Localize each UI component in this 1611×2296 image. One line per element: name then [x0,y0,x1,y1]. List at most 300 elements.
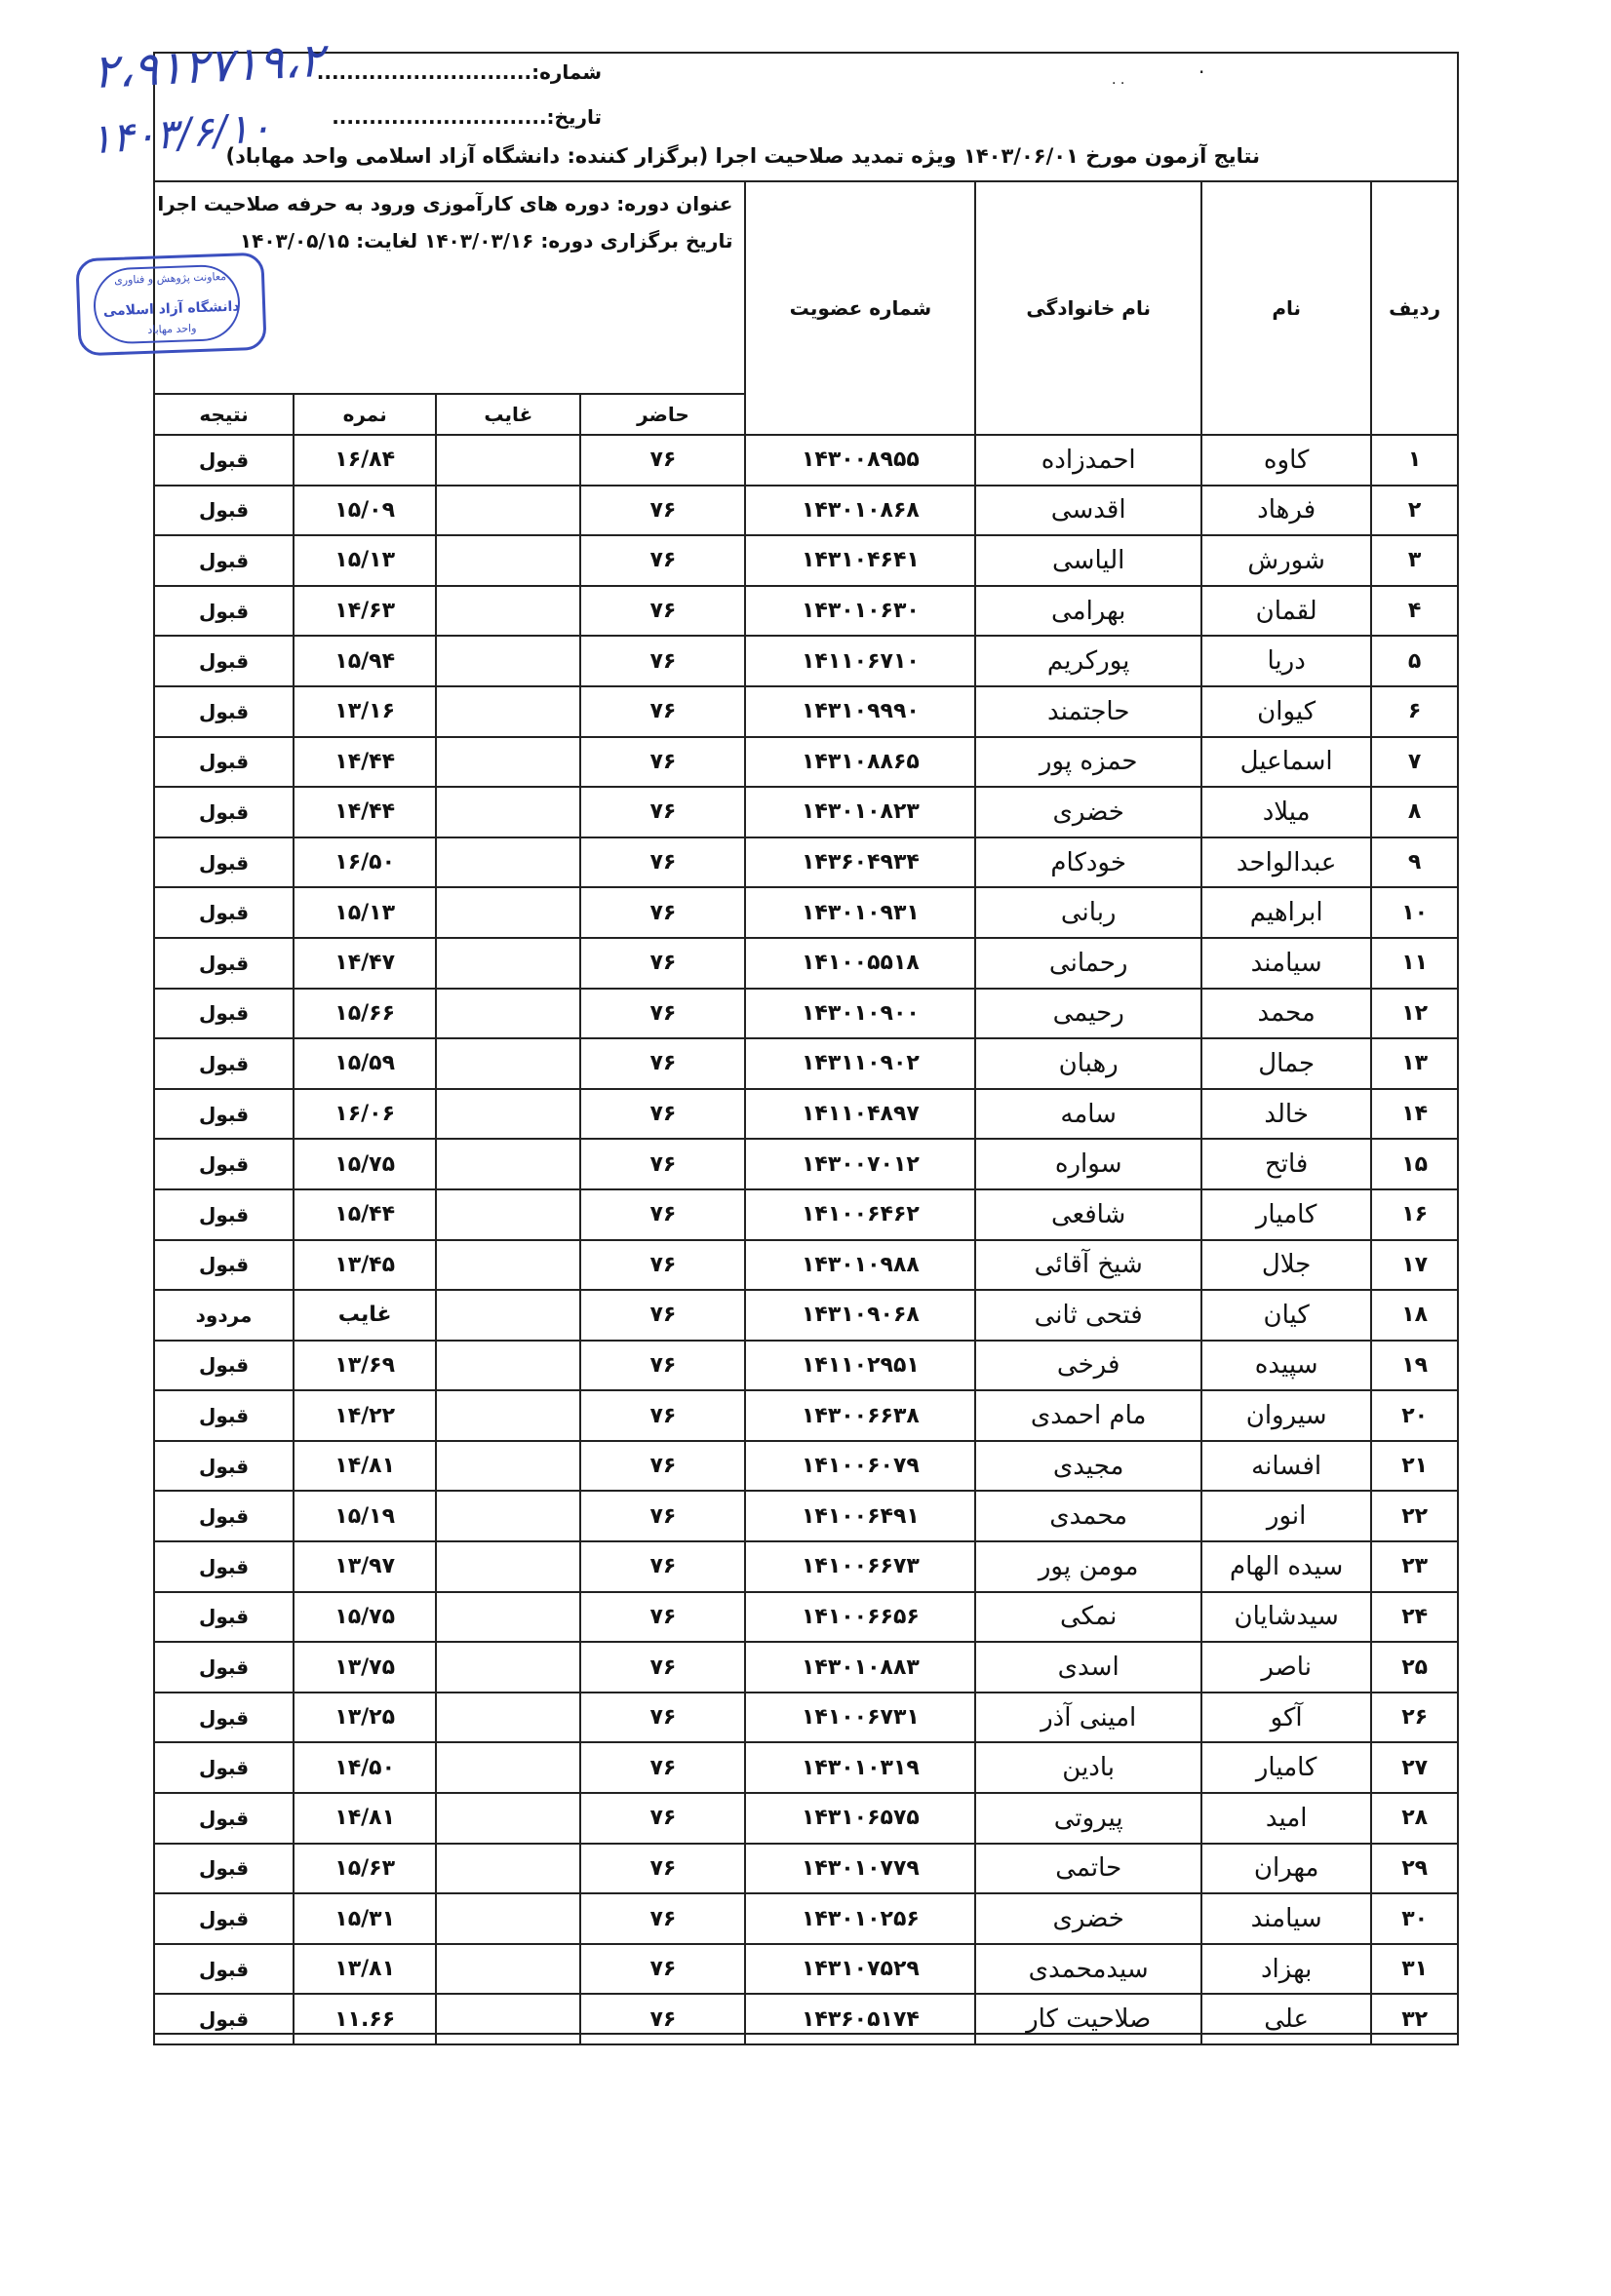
result-value: قبول [154,535,294,586]
absent-value [436,1240,580,1291]
row-number: ۳۱ [1371,1944,1458,1995]
stamp-text-main: دانشگاه آزاد اسلامی [102,298,240,320]
university-stamp [75,253,266,357]
present-value: ۷۶ [580,989,745,1039]
table-row [154,1944,1458,1995]
score-value: ۱۳/۲۵ [294,1693,436,1743]
result-value: قبول [154,1240,294,1291]
score-value: ۱۳/۱۶ [294,686,436,737]
row-number: ۳۲ [1371,1994,1458,2044]
membership-number: ۱۴۳۱۰۴۶۴۱ [745,535,975,586]
first-name: جلال [1201,1240,1371,1291]
col-header-family: نام خانوادگی [975,181,1201,435]
table-row [154,586,1458,637]
row-number: ۲۴ [1371,1592,1458,1643]
result-value: قبول [154,1038,294,1089]
family-name: محمدی [975,1491,1201,1541]
table-row [154,1592,1458,1643]
absent-value [436,535,580,586]
first-name: سیامند [1201,938,1371,989]
stamp-text-bottom: واحد مهاباد [147,322,197,336]
score-value: ۱۵/۹۴ [294,636,436,686]
family-name: پیروتی [975,1793,1201,1844]
first-name: انور [1201,1491,1371,1541]
table-row [154,1089,1458,1140]
row-number: ۷ [1371,737,1458,788]
result-value: قبول [154,1944,294,1995]
result-value: قبول [154,1441,294,1492]
score-value: ۱۵/۷۵ [294,1139,436,1189]
table-row [154,486,1458,536]
row-number: ۸ [1371,787,1458,837]
present-value: ۷۶ [580,1541,745,1592]
first-name: میلاد [1201,787,1371,837]
row-number: ۱۴ [1371,1089,1458,1140]
row-number: ۹ [1371,837,1458,888]
first-name: افسانه [1201,1441,1371,1492]
result-value: قبول [154,1541,294,1592]
first-name: خالد [1201,1089,1371,1140]
absent-value [436,787,580,837]
membership-number: ۱۴۱۱۰۶۷۱۰ [745,636,975,686]
col-header-result: نتیجه [154,394,294,435]
membership-number: ۱۴۳۰۱۰۹۳۱ [745,887,975,938]
absent-value [436,1994,580,2044]
membership-number: ۱۴۳۰۱۰۹۸۸ [745,1240,975,1291]
row-number: ۱۱ [1371,938,1458,989]
membership-number: ۱۴۱۰۰۶۶۷۳ [745,1541,975,1592]
score-value: ۱۴/۴۴ [294,737,436,788]
score-value: ۱۵/۱۳ [294,535,436,586]
row-number: ۲۸ [1371,1793,1458,1844]
family-name: رحیمی [975,989,1201,1039]
family-name: امینی آذر [975,1693,1201,1743]
table-row [154,1844,1458,1894]
membership-number: ۱۴۱۱۰۴۸۹۷ [745,1089,975,1140]
col-header-score: نمره [294,394,436,435]
present-value: ۷۶ [580,1642,745,1693]
absent-value [436,1844,580,1894]
present-value: ۷۶ [580,535,745,586]
absent-value [436,1341,580,1391]
membership-number: ۱۴۳۶۰۴۹۳۴ [745,837,975,888]
row-number: ۵ [1371,636,1458,686]
score-value: ۱۳/۶۹ [294,1341,436,1391]
document-title: نتایج آزمون مورخ ۱۴۰۳/۰۶/۰۱ ویژه تمدید صلاحیت اجرا (برگزار کننده: دانشگاه آزاد اسلامی واحد مهاباد) [225,144,1260,168]
table-row [154,1390,1458,1441]
membership-number: ۱۴۳۱۰۹۹۹۰ [745,686,975,737]
absent-value [436,1693,580,1743]
first-name: سیروان [1201,1390,1371,1441]
first-name: کاوه [1201,435,1371,486]
present-value: ۷۶ [580,887,745,938]
table-row [154,1491,1458,1541]
first-name: آکو [1201,1693,1371,1743]
family-name: بادین [975,1742,1201,1793]
membership-number: ۱۴۳۱۰۶۵۷۵ [745,1793,975,1844]
row-number: ۲۶ [1371,1693,1458,1743]
first-name: ابراهیم [1201,887,1371,938]
membership-number: ۱۴۳۱۰۷۵۲۹ [745,1944,975,1995]
table-row [154,989,1458,1039]
absent-value [436,1742,580,1793]
row-number: ۲ [1371,486,1458,536]
result-value: قبول [154,486,294,536]
table-row [154,1341,1458,1391]
first-name: عبدالواحد [1201,837,1371,888]
score-value: ۱۳/۸۱ [294,1944,436,1995]
row-number: ۱۹ [1371,1341,1458,1391]
table-row [154,1240,1458,1291]
table-row [154,1189,1458,1240]
absent-value [436,1189,580,1240]
scan-mark: · [1198,60,1205,84]
membership-number: ۱۴۳۱۰۹۰۶۸ [745,1290,975,1341]
absent-value [436,486,580,536]
first-name: شورش [1201,535,1371,586]
present-value: ۷۶ [580,1742,745,1793]
absent-value [436,1089,580,1140]
first-name: سپیده [1201,1341,1371,1391]
first-name: امید [1201,1793,1371,1844]
family-name: مومن پور [975,1541,1201,1592]
score-value: ۱۶/۵۰ [294,837,436,888]
family-name: فتحی ثانی [975,1290,1201,1341]
present-value: ۷۶ [580,1592,745,1643]
result-value: قبول [154,1139,294,1189]
family-name: نمکی [975,1592,1201,1643]
result-value: قبول [154,989,294,1039]
result-value: قبول [154,1793,294,1844]
absent-value [436,435,580,486]
first-name: کامیار [1201,1189,1371,1240]
score-value: ۱۳/۷۵ [294,1642,436,1693]
membership-number: ۱۴۳۱۱۰۹۰۲ [745,1038,975,1089]
first-name: اسماعیل [1201,737,1371,788]
score-value: ۱۴/۸۱ [294,1793,436,1844]
score-value: ۱۵/۳۱ [294,1893,436,1944]
membership-number: ۱۴۱۱۰۲۹۵۱ [745,1341,975,1391]
membership-number: ۱۴۱۰۰۶۴۶۲ [745,1189,975,1240]
first-name: سیامند [1201,1893,1371,1944]
table-row [154,1038,1458,1089]
present-value: ۷۶ [580,1441,745,1492]
result-value: قبول [154,1893,294,1944]
row-number: ۱ [1371,435,1458,486]
family-name: حاتمی [975,1844,1201,1894]
table-row [154,887,1458,938]
present-value: ۷۶ [580,1994,745,2044]
score-value: ۱۵/۱۳ [294,887,436,938]
score-value: ۱۳/۹۷ [294,1541,436,1592]
result-value: قبول [154,1189,294,1240]
first-name: جمال [1201,1038,1371,1089]
table-row [154,435,1458,486]
present-value: ۷۶ [580,737,745,788]
first-name: کامیار [1201,1742,1371,1793]
present-value: ۷۶ [580,1693,745,1743]
present-value: ۷۶ [580,1893,745,1944]
row-number: ۲۱ [1371,1441,1458,1492]
present-value: ۷۶ [580,1341,745,1391]
table-row [154,1290,1458,1341]
first-name: مهران [1201,1844,1371,1894]
membership-number: ۱۴۳۰۱۰۷۷۹ [745,1844,975,1894]
first-name: دریا [1201,636,1371,686]
first-name: لقمان [1201,586,1371,637]
first-name: محمد [1201,989,1371,1039]
membership-number: ۱۴۳۰۱۰۸۶۸ [745,486,975,536]
present-value: ۷۶ [580,1944,745,1995]
score-value: ۱۶/۸۴ [294,435,436,486]
result-value: قبول [154,1390,294,1441]
score-value: ۱۴/۴۴ [294,787,436,837]
first-name: ناصر [1201,1642,1371,1693]
result-value: قبول [154,737,294,788]
membership-number: ۱۴۱۰۰۶۷۳۱ [745,1693,975,1743]
membership-number: ۱۴۳۶۰۵۱۷۴ [745,1994,975,2044]
score-value: ۱۱.۶۶ [294,1994,436,2044]
present-value: ۷۶ [580,435,745,486]
family-name: فرخی [975,1341,1201,1391]
score-value: غایب [294,1290,436,1341]
row-number: ۱۶ [1371,1189,1458,1240]
col-header-present: حاضر [580,394,745,435]
row-number: ۲۹ [1371,1844,1458,1894]
result-value: قبول [154,837,294,888]
result-value: قبول [154,938,294,989]
family-name: حمزه پور [975,737,1201,788]
first-name: کیان [1201,1290,1371,1341]
absent-value [436,586,580,637]
table-row [154,686,1458,737]
present-value: ۷۶ [580,1390,745,1441]
first-name: علی [1201,1994,1371,2044]
absent-value [436,938,580,989]
family-name: پورکریم [975,636,1201,686]
table-row [154,1139,1458,1189]
first-name: فاتح [1201,1139,1371,1189]
score-value: ۱۵/۶۶ [294,989,436,1039]
table-row [154,787,1458,837]
table-row [154,1693,1458,1743]
score-value: ۱۴/۶۳ [294,586,436,637]
score-value: ۱۴/۵۰ [294,1742,436,1793]
col-header-name: نام [1201,181,1371,435]
handwritten-date: ۱۴۰۳/۶/۱۰ [88,102,273,164]
table-row [154,1541,1458,1592]
family-name: مجیدی [975,1441,1201,1492]
family-name: رحمانی [975,938,1201,989]
row-number: ۱۳ [1371,1038,1458,1089]
table-row [154,1793,1458,1844]
row-number: ۲۳ [1371,1541,1458,1592]
membership-number: ۱۴۱۰۰۶۴۹۱ [745,1491,975,1541]
table-row [154,737,1458,788]
membership-number: ۱۴۳۰۱۰۸۸۳ [745,1642,975,1693]
row-number: ۳۰ [1371,1893,1458,1944]
family-name: سواره [975,1139,1201,1189]
absent-value [436,887,580,938]
membership-number: ۱۴۱۰۰۶۶۵۶ [745,1592,975,1643]
absent-value [436,737,580,788]
score-value: ۱۵/۵۹ [294,1038,436,1089]
family-name: اسدی [975,1642,1201,1693]
col-header-row: ردیف [1371,181,1458,435]
first-name: کیوان [1201,686,1371,737]
present-value: ۷۶ [580,1089,745,1140]
family-name: صلاحیت کار [975,1994,1201,2044]
membership-number: ۱۴۳۰۱۰۸۲۳ [745,787,975,837]
family-name: حاجتمند [975,686,1201,737]
score-value: ۱۳/۴۵ [294,1240,436,1291]
present-value: ۷۶ [580,938,745,989]
absent-value [436,837,580,888]
first-name: بهزاد [1201,1944,1371,1995]
present-value: ۷۶ [580,1038,745,1089]
row-number: ۳ [1371,535,1458,586]
family-name: الیاسی [975,535,1201,586]
membership-number: ۱۴۳۱۰۸۸۶۵ [745,737,975,788]
number-label: شماره:............................. [316,60,602,84]
absent-value [436,1541,580,1592]
table-row [154,938,1458,989]
table-row [154,636,1458,686]
result-value: قبول [154,435,294,486]
membership-number: ۱۴۳۰۱۰۳۱۹ [745,1742,975,1793]
col-header-membership: شماره عضویت [745,181,975,435]
present-value: ۷۶ [580,686,745,737]
family-name: احمدزاده [975,435,1201,486]
row-number: ۲۵ [1371,1642,1458,1693]
row-number: ۱۲ [1371,989,1458,1039]
family-name: اقدسی [975,486,1201,536]
family-name: سامه [975,1089,1201,1140]
absent-value [436,1139,580,1189]
result-value: قبول [154,1491,294,1541]
family-name: خضری [975,787,1201,837]
absent-value [436,1491,580,1541]
absent-value [436,1290,580,1341]
score-value: ۱۵/۴۴ [294,1189,436,1240]
family-name: خودکام [975,837,1201,888]
result-value: قبول [154,1592,294,1643]
membership-number: ۱۴۱۰۰۵۵۱۸ [745,938,975,989]
score-value: ۱۵/۱۹ [294,1491,436,1541]
first-name: فرهاد [1201,486,1371,536]
family-name: ربانی [975,887,1201,938]
result-value: قبول [154,636,294,686]
absent-value [436,686,580,737]
membership-number: ۱۴۳۰۰۸۹۵۵ [745,435,975,486]
family-name: شافعی [975,1189,1201,1240]
score-value: ۱۴/۸۱ [294,1441,436,1492]
present-value: ۷۶ [580,1793,745,1844]
present-value: ۷۶ [580,486,745,536]
row-number: ۶ [1371,686,1458,737]
row-number: ۲۷ [1371,1742,1458,1793]
score-value: ۱۶/۰۶ [294,1089,436,1140]
family-name: سیدمحمدی [975,1944,1201,1995]
course-title: عنوان دوره: دوره های کارآموزی ورود به حرفه صلاحیت اجرا [157,192,733,215]
absent-value [436,1642,580,1693]
result-value: قبول [154,887,294,938]
table-row [154,1994,1458,2044]
score-value: ۱۵/۷۵ [294,1592,436,1643]
result-value: قبول [154,586,294,637]
family-name: رهبان [975,1038,1201,1089]
table-row [154,535,1458,586]
result-value: قبول [154,1844,294,1894]
result-value: قبول [154,686,294,737]
result-value: قبول [154,1642,294,1693]
absent-value [436,1592,580,1643]
result-value: قبول [154,1693,294,1743]
row-number: ۱۰ [1371,887,1458,938]
result-value: قبول [154,787,294,837]
present-value: ۷۶ [580,1139,745,1189]
row-number: ۱۷ [1371,1240,1458,1291]
present-value: ۷۶ [580,1290,745,1341]
table-row [154,1441,1458,1492]
absent-value [436,1893,580,1944]
score-value: ۱۴/۲۲ [294,1390,436,1441]
result-value: قبول [154,1341,294,1391]
membership-number: ۱۴۳۰۱۰۶۳۰ [745,586,975,637]
table-row [154,1642,1458,1693]
absent-value [436,1944,580,1995]
results-table [153,180,1459,2045]
stamp-text-top: معاونت پژوهش و فناوری [113,270,227,288]
row-number: ۴ [1371,586,1458,637]
row-number: ۱۸ [1371,1290,1458,1341]
family-name: خضری [975,1893,1201,1944]
table-row [154,1893,1458,1944]
course-dates: تاریخ برگزاری دوره: ۱۴۰۳/۰۳/۱۶ لغایت: ۱۴۰۳/۰۵/۱۵ [239,229,733,253]
family-name: بهرامی [975,586,1201,637]
score-value: ۱۵/۶۳ [294,1844,436,1894]
row-number: ۲۰ [1371,1390,1458,1441]
absent-value [436,1390,580,1441]
present-value: ۷۶ [580,1240,745,1291]
table-row [154,837,1458,888]
absent-value [436,989,580,1039]
membership-number: ۱۴۳۰۱۰۲۵۶ [745,1893,975,1944]
present-value: ۷۶ [580,636,745,686]
row-number: ۱۵ [1371,1139,1458,1189]
membership-number: ۱۴۱۰۰۶۰۷۹ [745,1441,975,1492]
result-value: مردود [154,1290,294,1341]
present-value: ۷۶ [580,1189,745,1240]
present-value: ۷۶ [580,1491,745,1541]
absent-value [436,636,580,686]
absent-value [436,1441,580,1492]
col-header-absent: غایب [436,394,580,435]
score-value: ۱۴/۴۷ [294,938,436,989]
result-value: قبول [154,1742,294,1793]
absent-value [436,1793,580,1844]
absent-value [436,1038,580,1089]
first-name: سیده الهام [1201,1541,1371,1592]
family-name: مام احمدی [975,1390,1201,1441]
handwritten-number: ۲،۹۱۲۷۱۹،۲ [91,32,326,100]
present-value: ۷۶ [580,787,745,837]
membership-number: ۱۴۳۰۱۰۹۰۰ [745,989,975,1039]
present-value: ۷۶ [580,837,745,888]
table-row [154,1742,1458,1793]
score-value: ۱۵/۰۹ [294,486,436,536]
result-value: قبول [154,1994,294,2044]
